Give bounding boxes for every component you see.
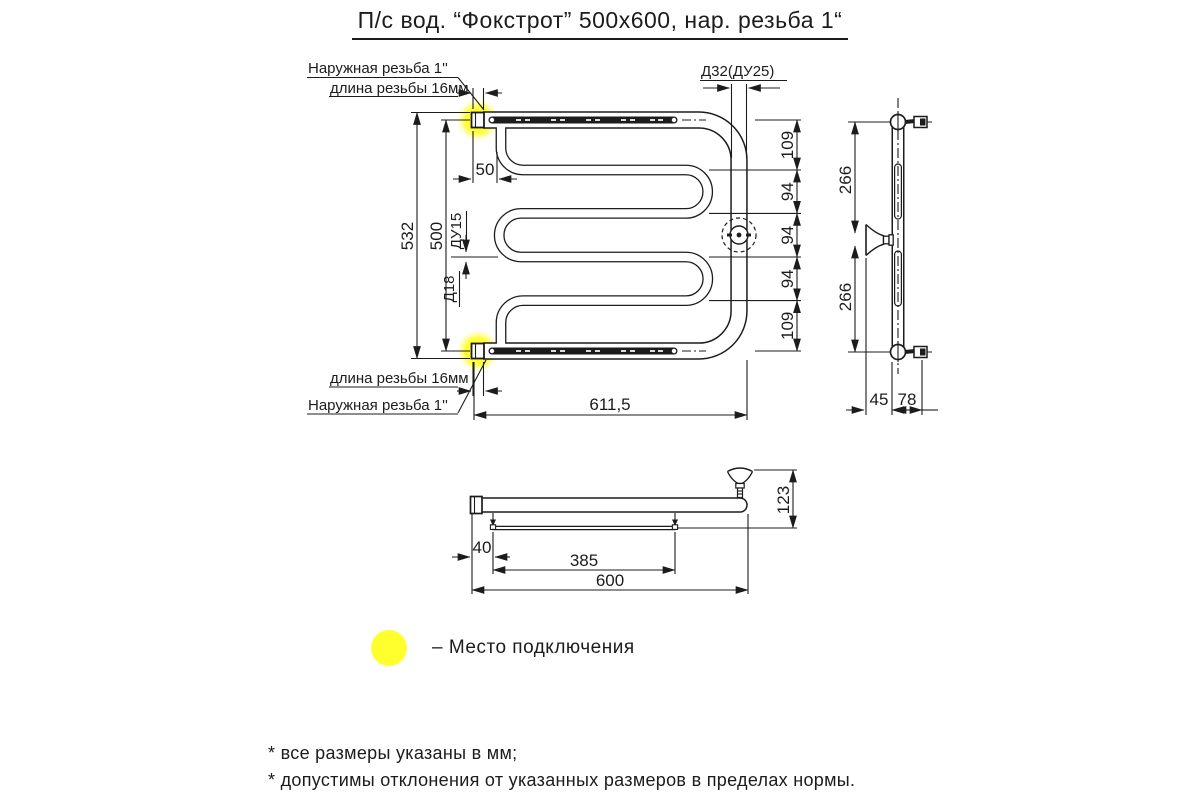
dim-chain-109-top: 109 [778, 130, 797, 160]
label-du15: ДУ15 [448, 212, 465, 250]
top-wall-bracket [728, 468, 753, 498]
dim-chain-109-bottom: 109 [778, 311, 797, 340]
towel-bar-top [489, 117, 706, 122]
dim-chain-94-2: 94 [778, 225, 797, 245]
rod-clip-right [672, 513, 678, 529]
note-line-2: * допустимы отклонения от указанных размеров в пределах нормы. [268, 770, 856, 790]
front-view [307, 60, 801, 420]
side-wall-bracket [866, 225, 893, 256]
notes [268, 740, 855, 794]
side-dimensions [836, 122, 938, 415]
label-thread-len-top: длина резьбы 16мм [330, 80, 469, 97]
dim-266-bottom: 266 [836, 282, 855, 312]
threaded-fitting-bottom [472, 344, 485, 359]
frame-pipe-outline [483, 120, 739, 351]
towel-bar-bottom [489, 348, 706, 353]
dim-500: 500 [427, 221, 446, 251]
drawing-title: П/с вод. “Фокстрот” 500х600, нар. резьба 1“ [0, 7, 1200, 40]
connection-point-marker [371, 630, 407, 666]
dim-611-5: 611,5 [589, 395, 631, 414]
dim-50: 50 [475, 160, 495, 179]
dim-385: 385 [569, 551, 599, 570]
side-view [836, 98, 938, 415]
label-d32: Д32(ДУ25) [701, 63, 775, 80]
label-thread-top: Наружная резьба 1'' [308, 60, 448, 77]
dim-45: 45 [869, 390, 889, 409]
dim-600: 600 [595, 571, 625, 590]
legend-text: – Место подключения [432, 637, 635, 658]
top-view-dimensions [452, 470, 797, 594]
dim-532: 532 [398, 221, 417, 251]
top-view [452, 468, 797, 594]
label-d18: Д18 [441, 275, 458, 303]
dim-chain-94-3: 94 [778, 269, 797, 289]
rod-clip-left [490, 513, 496, 529]
dim-chain-94-1: 94 [778, 182, 797, 202]
label-thread-len-bottom: длина резьбы 16мм [330, 370, 469, 387]
note-line-1: * все размеры указаны в мм; [268, 743, 518, 763]
pipe-end-cap [471, 497, 483, 514]
threaded-fitting-top [472, 113, 485, 128]
dim-266-top: 266 [836, 165, 855, 195]
side-connection-top [891, 112, 928, 132]
side-connection-bottom [891, 342, 928, 362]
coil-pipe [499, 122, 708, 349]
label-thread-bottom: Наружная резьба 1'' [308, 397, 448, 414]
dim-123: 123 [774, 485, 793, 515]
dim-40: 40 [472, 538, 492, 557]
legend [371, 630, 635, 666]
dim-78: 78 [897, 390, 917, 409]
